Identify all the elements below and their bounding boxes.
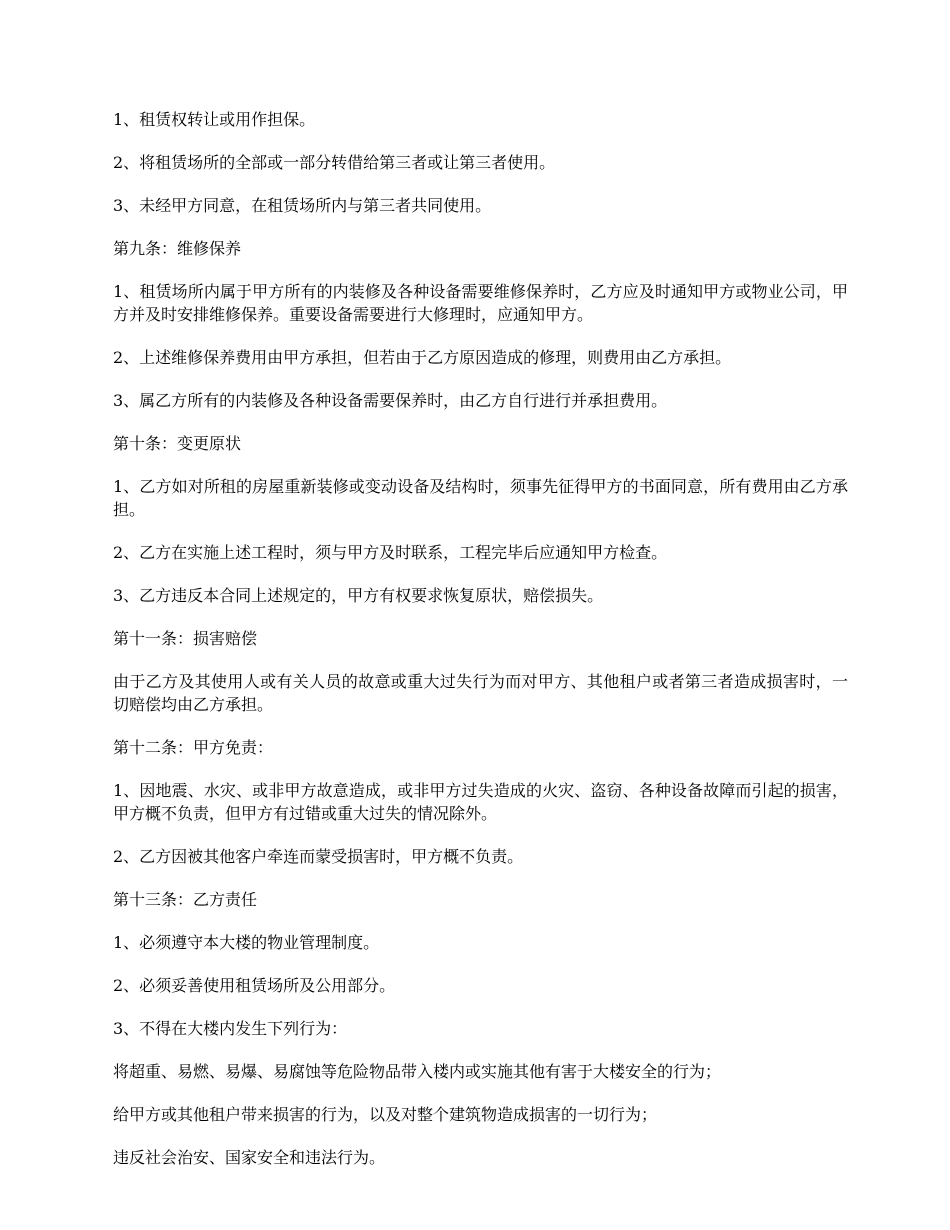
section-heading-article-13: 第十三条：乙方责任: [113, 890, 258, 909]
section-heading-article-12: 第十二条：甲方免责：: [113, 738, 274, 757]
article-9-clause-1: 1、租赁场所内属于甲方所有的内装修及各种设备需要维修保养时，乙方应及时通知甲方或物业公司，甲方并及时安排维修保养。重要设备需要进行大修理时，应通知甲方。: [113, 282, 848, 324]
article-9-clause-2: 2、上述维修保养费用由甲方承担，但若由于乙方原因造成的修理，则费用由乙方承担。: [113, 348, 732, 367]
list-item-2-sublet: 2、将租赁场所的全部或一部分转借给第三者或让第三者使用。: [113, 153, 556, 172]
article-10-clause-2: 2、乙方在实施上述工程时，须与甲方及时联系，工程完毕后应通知甲方检查。: [113, 543, 668, 562]
article-12-clause-2: 2、乙方因被其他客户牵连而蒙受损害时，甲方概不负责。: [113, 847, 524, 866]
article-10-clause-1: 1、乙方如对所租的房屋重新装修或变动设备及结构时，须事先征得甲方的书面同意，所有费用由乙方承担。: [113, 477, 848, 519]
section-heading-article-10: 第十条：变更原状: [113, 434, 242, 453]
prohibited-act-illegal: 违反社会治安、国家安全和违法行为。: [113, 1148, 386, 1167]
document-page: [113, 108, 848, 1189]
prohibited-act-damage: 给甲方或其他租户带来损害的行为，以及对整个建筑物造成损害的一切行为；: [113, 1105, 658, 1124]
section-heading-article-9: 第九条：维修保养: [113, 239, 242, 258]
list-item-3-shared-use: 3、未经甲方同意，在租赁场所内与第三者共同使用。: [113, 196, 492, 215]
section-heading-article-11: 第十一条：损害赔偿: [113, 629, 258, 648]
article-13-clause-3: 3、不得在大楼内发生下列行为：: [113, 1019, 348, 1038]
prohibited-act-dangerous-goods: 将超重、易燃、易爆、易腐蚀等危险物品带入楼内或实施其他有害于大楼安全的行为；: [113, 1062, 722, 1081]
list-item-1-lease-transfer: 1、租赁权转让或用作担保。: [113, 110, 316, 129]
article-13-clause-2: 2、必须妥善使用租赁场所及公用部分。: [113, 976, 396, 995]
article-12-clause-1: 1、因地震、水灾、或非甲方故意造成，或非甲方过失造成的火灾、盗窃、各种设备故障而引起的损害，甲方概不负责，但甲方有过错或重大过失的情况除外。: [113, 781, 848, 823]
article-10-clause-3: 3、乙方违反本合同上述规定的，甲方有权要求恢复原状，赔偿损失。: [113, 586, 604, 605]
article-9-clause-3: 3、属乙方所有的内装修及各种设备需要保养时，由乙方自行进行并承担费用。: [113, 391, 668, 410]
article-13-clause-1: 1、必须遵守本大楼的物业管理制度。: [113, 933, 380, 952]
article-11-body: 由于乙方及其使用人或有关人员的故意或重大过失行为而对甲方、其他租户或者第三者造成损害时，一切赔偿均由乙方承担。: [113, 672, 848, 714]
